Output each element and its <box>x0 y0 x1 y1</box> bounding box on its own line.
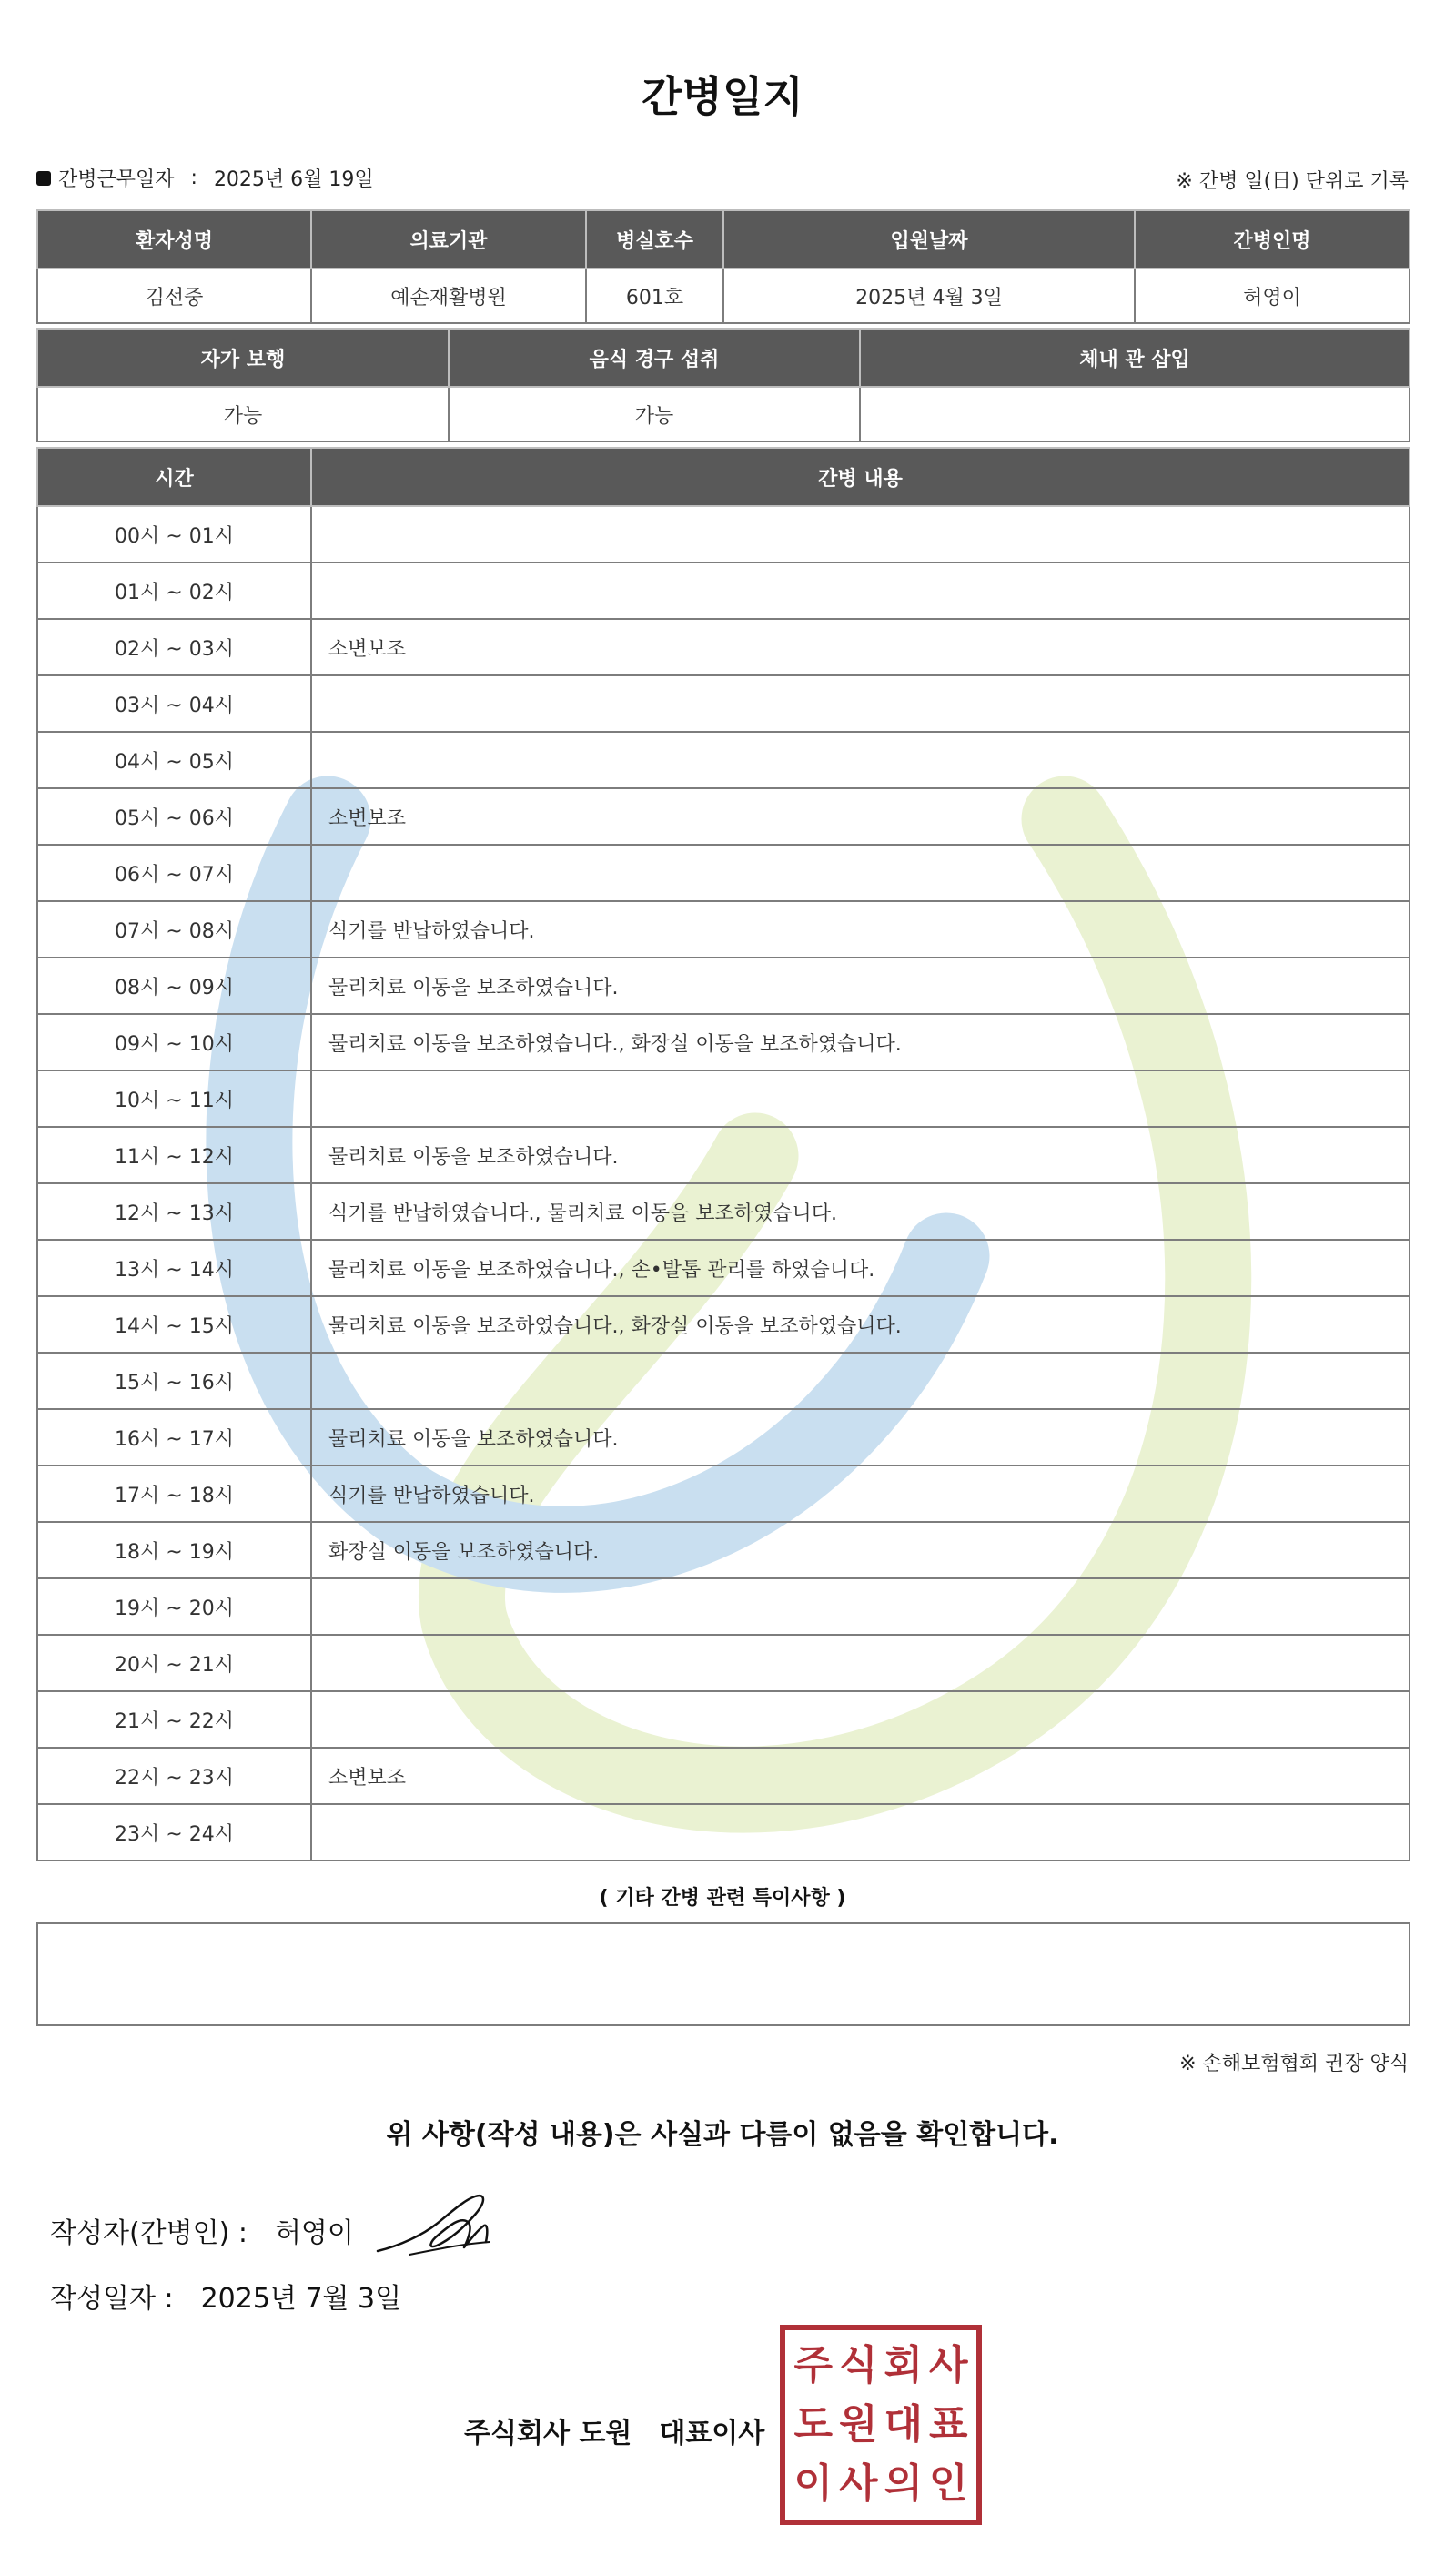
writer-label: 작성자(간병인) : <box>50 2217 248 2249</box>
header-room: 병실호수 <box>586 210 723 269</box>
seal-char: 회 <box>884 2341 923 2388</box>
header-caregiver-name: 간병인명 <box>1135 210 1410 269</box>
log-time: 09시 ~ 10시 <box>37 1014 311 1070</box>
log-time: 23시 ~ 24시 <box>37 1804 311 1861</box>
written-date-line <box>50 2276 401 2316</box>
log-content: 물리치료 이동을 보조하였습니다. <box>311 958 1410 1014</box>
log-content: 소변보조 <box>311 619 1410 675</box>
written-date-label: 작성일자 : <box>50 2283 174 2315</box>
log-content <box>311 675 1410 732</box>
log-content: 식기를 반납하였습니다. <box>311 1465 1410 1522</box>
seal-characters <box>791 2336 971 2514</box>
log-time: 00시 ~ 01시 <box>37 506 311 563</box>
log-time: 10시 ~ 11시 <box>37 1070 311 1127</box>
record-unit-note: ※ 간병 일(日) 단위로 기록 <box>1176 170 1409 193</box>
log-time: 07시 ~ 08시 <box>37 901 311 958</box>
seal-char: 표 <box>928 2400 968 2448</box>
seal-char: 원 <box>838 2400 878 2448</box>
log-time: 22시 ~ 23시 <box>37 1748 311 1804</box>
log-content: 물리치료 이동을 보조하였습니다., 손•발톱 관리를 하였습니다. <box>311 1240 1410 1296</box>
header-patient-name: 환자성명 <box>37 210 311 269</box>
log-time: 06시 ~ 07시 <box>37 845 311 901</box>
writer-name: 허영이 <box>274 2217 354 2249</box>
log-time: 20시 ~ 21시 <box>37 1635 311 1691</box>
log-time: 04시 ~ 05시 <box>37 732 311 788</box>
log-content: 물리치료 이동을 보조하였습니다. <box>311 1127 1410 1183</box>
page-title: 간병일지 <box>642 72 803 121</box>
log-time: 12시 ~ 13시 <box>37 1183 311 1240</box>
log-row <box>37 619 1410 675</box>
log-time: 18시 ~ 19시 <box>37 1522 311 1578</box>
special-notes-box <box>36 1922 1410 2026</box>
log-row <box>37 901 1410 958</box>
written-date-value: 2025년 7월 3일 <box>200 2283 402 2315</box>
log-time: 03시 ~ 04시 <box>37 675 311 732</box>
log-time: 15시 ~ 16시 <box>37 1353 311 1409</box>
seal-char: 이 <box>793 2460 833 2508</box>
patient-condition-table <box>36 328 1410 442</box>
tube-insertion-value <box>860 387 1410 441</box>
log-row <box>37 1522 1410 1578</box>
log-time: 08시 ~ 09시 <box>37 958 311 1014</box>
log-time: 05시 ~ 06시 <box>37 788 311 845</box>
header-care-content: 간병 내용 <box>311 448 1410 506</box>
company-seal-stamp <box>780 2325 982 2525</box>
log-content <box>311 506 1410 563</box>
care-log-table <box>36 447 1410 1861</box>
log-time: 01시 ~ 02시 <box>37 563 311 619</box>
log-content <box>311 563 1410 619</box>
seal-char: 대 <box>884 2400 923 2448</box>
company-name: 주식회사 도원 <box>464 2418 632 2449</box>
oral-intake-value: 가능 <box>449 387 860 441</box>
log-content: 식기를 반납하였습니다., 물리치료 이동을 보조하였습니다. <box>311 1183 1410 1240</box>
log-time: 17시 ~ 18시 <box>37 1465 311 1522</box>
seal-char: 의 <box>884 2460 923 2508</box>
log-content <box>311 845 1410 901</box>
log-content: 물리치료 이동을 보조하였습니다., 화장실 이동을 보조하였습니다. <box>311 1014 1410 1070</box>
log-time: 21시 ~ 22시 <box>37 1691 311 1748</box>
log-content <box>311 1804 1410 1861</box>
log-content <box>311 1070 1410 1127</box>
square-bullet-icon <box>36 171 51 186</box>
header-self-walking: 자가 보행 <box>37 329 449 387</box>
log-time: 13시 ~ 14시 <box>37 1240 311 1296</box>
seal-char: 사 <box>928 2341 968 2388</box>
header-time: 시간 <box>37 448 311 506</box>
log-content: 소변보조 <box>311 1748 1410 1804</box>
header-hospital: 의료기관 <box>311 210 586 269</box>
hospital-name: 예손재활병원 <box>311 269 586 323</box>
seal-char: 사 <box>838 2460 878 2508</box>
log-row <box>37 1127 1410 1183</box>
log-content: 식기를 반납하였습니다. <box>311 901 1410 958</box>
log-time: 11시 ~ 12시 <box>37 1127 311 1183</box>
room-number: 601호 <box>586 269 723 323</box>
log-row <box>37 1070 1410 1127</box>
log-row <box>37 788 1410 845</box>
log-content: 물리치료 이동을 보조하였습니다., 화장실 이동을 보조하였습니다. <box>311 1296 1410 1353</box>
company-signature-line <box>464 2410 764 2450</box>
representative-title: 대표이사 <box>659 2418 765 2449</box>
special-notes-title: ( 기타 간병 관련 특이사항 ) <box>599 1887 846 1910</box>
handwritten-signature <box>373 2189 500 2262</box>
log-row <box>37 1691 1410 1748</box>
log-row <box>37 732 1410 788</box>
seal-char: 식 <box>838 2341 878 2388</box>
log-time: 14시 ~ 15시 <box>37 1296 311 1353</box>
admission-date: 2025년 4월 3일 <box>723 269 1135 323</box>
work-date-value: 2025년 6월 19일 <box>213 168 374 191</box>
confirmation-statement: 위 사항(작성 내용)은 사실과 다름이 없음을 확인합니다. <box>386 2119 1059 2151</box>
seal-char: 도 <box>793 2400 833 2448</box>
log-row <box>37 675 1410 732</box>
header-oral-intake: 음식 경구 섭취 <box>449 329 860 387</box>
header-tube-insertion: 체내 관 삽입 <box>860 329 1410 387</box>
log-row <box>37 958 1410 1014</box>
log-row <box>37 1409 1410 1465</box>
log-row <box>37 1578 1410 1635</box>
care-log-rows <box>37 506 1410 1861</box>
log-row <box>37 1465 1410 1522</box>
log-content <box>311 1635 1410 1691</box>
log-row <box>37 845 1410 901</box>
log-content: 화장실 이동을 보조하였습니다. <box>311 1522 1410 1578</box>
log-content <box>311 1578 1410 1635</box>
writer-line <box>50 2210 354 2250</box>
caregiver-name: 허영이 <box>1135 269 1410 323</box>
seal-char: 주 <box>793 2341 833 2388</box>
log-row <box>37 1014 1410 1070</box>
log-row <box>37 1748 1410 1804</box>
log-content <box>311 1691 1410 1748</box>
log-time: 16시 ~ 17시 <box>37 1409 311 1465</box>
log-row <box>37 506 1410 563</box>
header-admission-date: 입원날짜 <box>723 210 1135 269</box>
log-row <box>37 1635 1410 1691</box>
log-row <box>37 1804 1410 1861</box>
log-row <box>37 1240 1410 1296</box>
self-walking-value: 가능 <box>37 387 449 441</box>
recommended-form-note: ※ 손해보험협회 권장 양식 <box>1179 2053 1409 2075</box>
log-content <box>311 732 1410 788</box>
patient-name: 김선중 <box>37 269 311 323</box>
log-row <box>37 563 1410 619</box>
patient-info-table <box>36 209 1410 324</box>
log-row <box>37 1296 1410 1353</box>
log-content: 물리치료 이동을 보조하였습니다. <box>311 1409 1410 1465</box>
log-row <box>37 1353 1410 1409</box>
log-content: 소변보조 <box>311 788 1410 845</box>
log-content <box>311 1353 1410 1409</box>
seal-char: 인 <box>928 2460 968 2508</box>
work-date-label: 간병근무일자 <box>58 168 175 191</box>
log-row <box>37 1183 1410 1240</box>
log-time: 02시 ~ 03시 <box>37 619 311 675</box>
log-time: 19시 ~ 20시 <box>37 1578 311 1635</box>
work-date: 간병근무일자 : 2025년 6월 19일 <box>36 164 374 192</box>
